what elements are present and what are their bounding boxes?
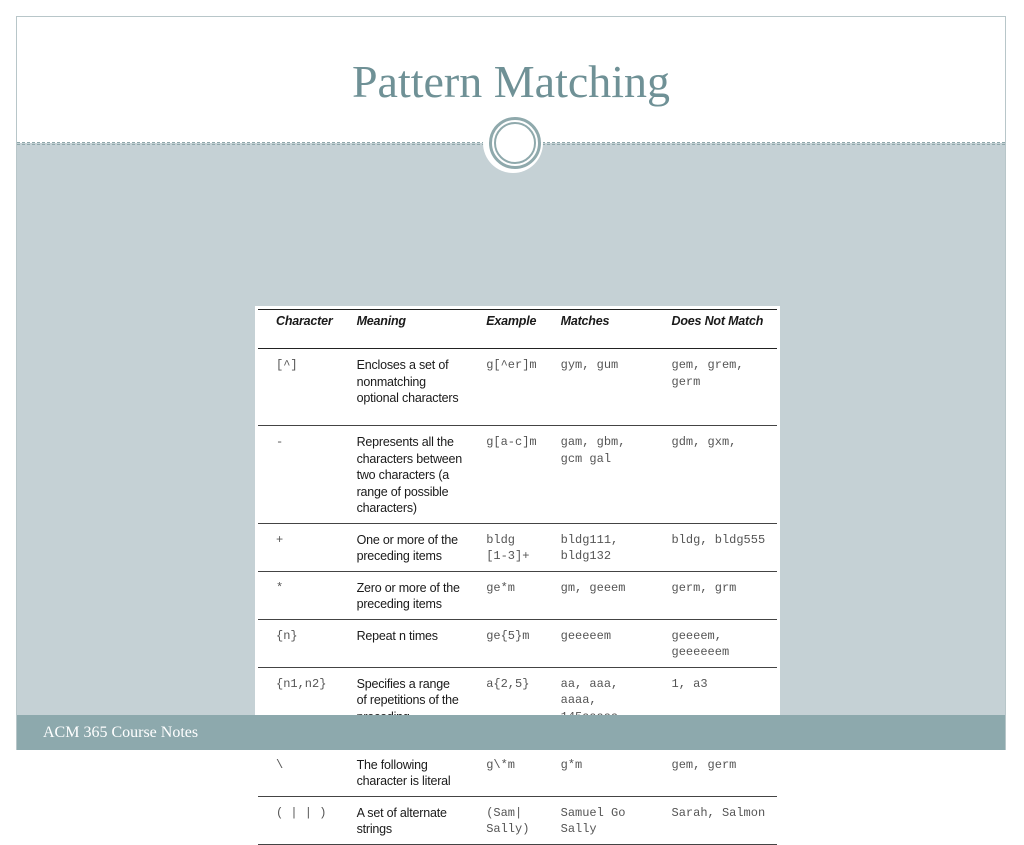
- cell-does-not-match: gdm, gxm,: [654, 426, 777, 524]
- regex-table: [258, 309, 777, 845]
- cell-character: ( | | ): [258, 796, 339, 844]
- cell-matches: geeeeem: [543, 619, 654, 667]
- table-row: [258, 796, 777, 844]
- cell-example: g[^er]m: [468, 349, 542, 426]
- footer-text: ACM 365 Course Notes: [43, 724, 199, 741]
- cell-does-not-match: germ, grm: [654, 571, 777, 619]
- cell-character: +: [258, 523, 339, 571]
- header-matches: Matches: [543, 310, 654, 349]
- table-row: [258, 748, 777, 796]
- cell-character: *: [258, 571, 339, 619]
- cell-character: {n1,n2}: [258, 667, 339, 748]
- slide-title: Pattern Matching: [351, 56, 671, 107]
- table-row: [258, 571, 777, 619]
- table-row: [258, 523, 777, 571]
- cell-meaning: A set of alternate strings: [339, 796, 469, 844]
- cell-meaning: Specifies a range of repetitions of the: [339, 667, 469, 748]
- cell-meaning: Represents all the characters between two characters (a range of possible characters): [339, 426, 469, 524]
- cell-does-not-match: gem, germ: [654, 748, 777, 796]
- cell-matches: g*m: [543, 748, 654, 796]
- cell-matches: bldg111, bldg132: [543, 523, 654, 571]
- cell-matches: gam, gbm, gcm gal: [543, 426, 654, 524]
- cell-character: [^]: [258, 349, 339, 426]
- cell-example: ge*m: [468, 571, 542, 619]
- cell-matches: aa, aaa, aaaa,: [543, 667, 654, 748]
- cell-does-not-match: gem, grem, germ: [654, 349, 777, 426]
- table-row: [258, 426, 777, 524]
- header-character: Character: [258, 310, 339, 349]
- cell-example: g\*m: [468, 748, 542, 796]
- cell-does-not-match: 1, a3: [654, 667, 777, 748]
- cell-meaning: Encloses a set of nonmatching optional characters: [339, 349, 469, 426]
- cell-example: (Sam| Sally): [468, 796, 542, 844]
- cell-meaning: One or more of the preceding items: [339, 523, 469, 571]
- cell-example: ge{5}m: [468, 619, 542, 667]
- cell-meaning: Zero or more of the preceding items: [339, 571, 469, 619]
- header-does-not-match: Does Not Match: [654, 310, 777, 349]
- table-row: [258, 619, 777, 667]
- cell-does-not-match: Sarah, Salmon: [654, 796, 777, 844]
- cell-character: {n}: [258, 619, 339, 667]
- table-row: [258, 349, 777, 426]
- table-header-row: [258, 310, 777, 349]
- header-meaning: Meaning: [339, 310, 469, 349]
- circle-ornament-inner: [494, 122, 536, 164]
- cell-example: g[a-c]m: [468, 426, 542, 524]
- slide: [16, 16, 1006, 836]
- footer-bar: [17, 715, 1005, 750]
- cell-does-not-match: bldg, bldg555: [654, 523, 777, 571]
- cell-matches: gym, gum: [543, 349, 654, 426]
- cell-does-not-match: geeeem, geeeeeem: [654, 619, 777, 667]
- cell-character: -: [258, 426, 339, 524]
- cell-meaning: Repeat n times: [339, 619, 469, 667]
- cell-matches: gm, geeem: [543, 571, 654, 619]
- cell-character: \: [258, 748, 339, 796]
- header-example: Example: [468, 310, 542, 349]
- cell-example: a{2,5}: [468, 667, 542, 748]
- cell-matches: Samuel Go Sally: [543, 796, 654, 844]
- cell-meaning: The following character is literal: [339, 748, 469, 796]
- cell-example: bldg [1-3]+: [468, 523, 542, 571]
